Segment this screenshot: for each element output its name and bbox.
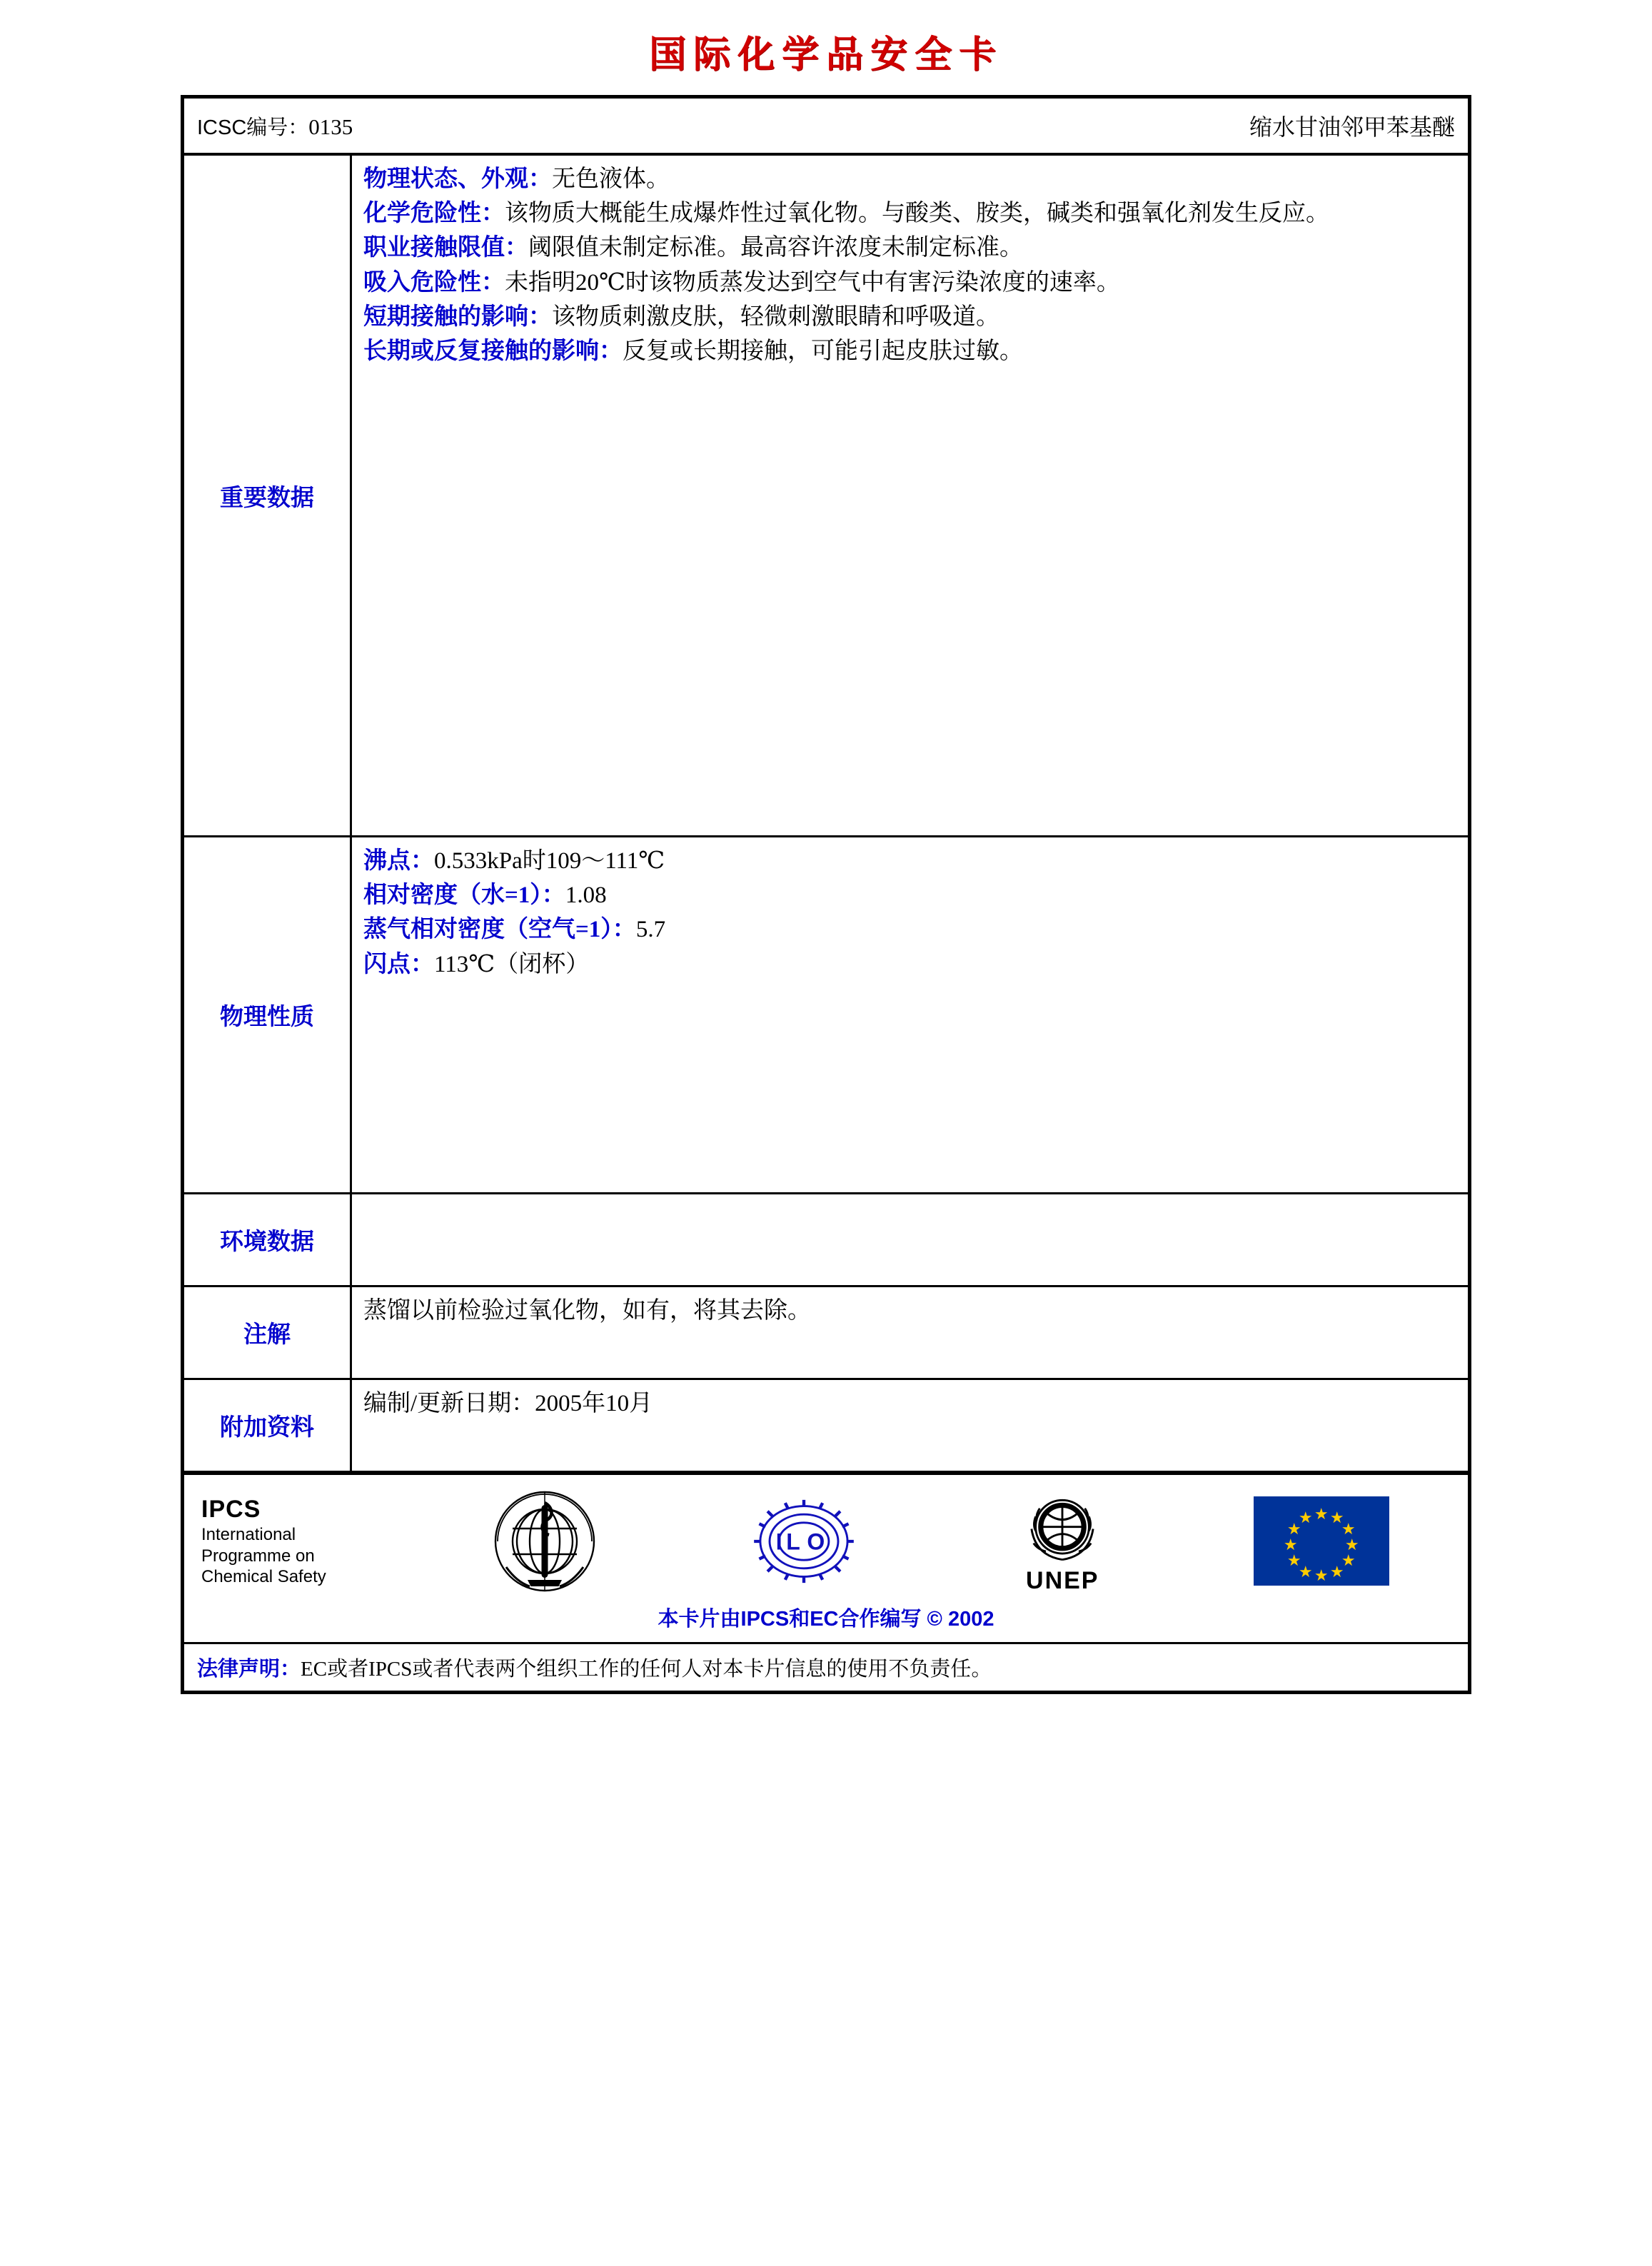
content-environmental-data (352, 1194, 1468, 1285)
unep-logo-slot (933, 1488, 1192, 1595)
svg-text:O: O (807, 1529, 825, 1555)
who-logo (491, 1488, 598, 1595)
ilo-logo-slot (675, 1488, 934, 1595)
important-item (363, 301, 1456, 333)
important-item-key: 吸入危险性： (363, 269, 505, 296)
physical-item-key: 蒸气相对密度（空气=1）： (363, 917, 636, 943)
svg-text:I: I (775, 1529, 782, 1555)
physical-item-key: 相对密度（水=1）： (363, 882, 565, 909)
icsc-number-value: 0135 (308, 114, 353, 139)
substance-name: 缩水甘油邻甲苯基醚 (1249, 114, 1455, 140)
physical-item (363, 845, 1456, 877)
important-item-key: 长期或反复接触的影响： (363, 338, 623, 364)
ipcs-line-3: Chemical Safety (201, 1566, 326, 1586)
content-important-data (352, 156, 1468, 835)
legal-notice (184, 1644, 1468, 1691)
important-item-key: 物理状态、外观： (363, 166, 552, 192)
important-item-key: 短期接触的影响： (363, 303, 552, 330)
important-item (363, 335, 1456, 368)
row-notes (184, 1287, 1468, 1380)
content-additional-information: 编制/更新日期：2005年10月 (363, 1391, 653, 1416)
label-important-data: 重要数据 (184, 156, 352, 835)
label-environmental-data: 环境数据 (184, 1194, 352, 1285)
footer-credit: 本卡片由IPCS和EC合作编写 © 2002 (658, 1608, 994, 1631)
eu-flag: ★ ★ ★ ★ ★ ★ ★ ★ ★ ★ ★ ★ (1254, 1496, 1389, 1586)
physical-item-value: 1.08 (565, 882, 607, 909)
physical-item-key: 闪点： (363, 951, 434, 977)
important-item-value: 未指明20℃时该物质蒸发达到空气中有害污染浓度的速率。 (505, 269, 1120, 296)
legal-notice-text: EC或者IPCS或者代表两个组织工作的任何人对本卡片信息的使用不负责任。 (301, 1658, 992, 1681)
physical-item (363, 913, 1456, 946)
footer-logos (184, 1482, 1468, 1600)
important-item-value: 阈限值未制定标准。最高容许浓度未制定标准。 (528, 235, 1023, 261)
label-additional-information: 附加资料 (184, 1380, 352, 1471)
important-item-value: 反复或长期接触，可能引起皮肤过敏。 (623, 338, 1023, 364)
ipcs-line-2: Programme on (201, 1546, 315, 1566)
label-physical-properties: 物理性质 (184, 837, 352, 1192)
page-title: 国际化学品安全卡 (648, 34, 1003, 76)
row-additional-information (184, 1380, 1468, 1473)
physical-item-value: 113℃（闭杯） (434, 951, 590, 977)
unep-logo (1009, 1488, 1116, 1570)
physical-item-key: 沸点： (363, 848, 434, 874)
important-item (363, 266, 1456, 299)
content-notes: 蒸馏以前检验过氧化物，如有，将其去除。 (363, 1298, 811, 1324)
ipcs-wordmark (201, 1495, 415, 1587)
important-item (363, 163, 1456, 196)
row-important-data (184, 156, 1468, 837)
important-item-value: 该物质刺激皮肤，轻微刺激眼睛和呼吸道。 (552, 303, 999, 330)
label-notes: 注解 (184, 1287, 352, 1378)
important-item-key: 化学危险性： (363, 201, 505, 227)
eu-flag-slot (1192, 1496, 1451, 1586)
safety-card (181, 95, 1471, 1694)
icsc-number-block (197, 111, 353, 141)
important-item (363, 231, 1456, 264)
card-header (184, 99, 1468, 156)
content-physical-properties (352, 837, 1468, 1192)
ipcs-abbr: IPCS (201, 1495, 261, 1523)
ipcs-line-1: International (201, 1525, 296, 1545)
important-item-key: 职业接触限值： (363, 235, 528, 261)
icsc-number-label: ICSC编号： (197, 116, 309, 139)
row-physical-properties (184, 837, 1468, 1194)
physical-item-value: 0.533kPa时109～111℃ (434, 848, 665, 874)
important-item-value: 该物质大概能生成爆炸性过氧化物。与酸类、胺类，碱类和强氧化剂发生反应。 (505, 201, 1329, 227)
physical-item-value: 5.7 (635, 917, 666, 943)
physical-item (363, 948, 1456, 981)
card-footer (184, 1473, 1468, 1644)
important-item-value: 无色液体。 (552, 166, 670, 192)
important-item (363, 197, 1456, 230)
legal-notice-label: 法律声明： (197, 1658, 301, 1681)
row-environmental-data (184, 1194, 1468, 1287)
svg-text:L: L (786, 1529, 800, 1555)
unep-wordmark: UNEP (1026, 1566, 1099, 1594)
physical-item (363, 879, 1456, 912)
ilo-logo (747, 1488, 861, 1595)
who-logo-slot (415, 1488, 675, 1595)
